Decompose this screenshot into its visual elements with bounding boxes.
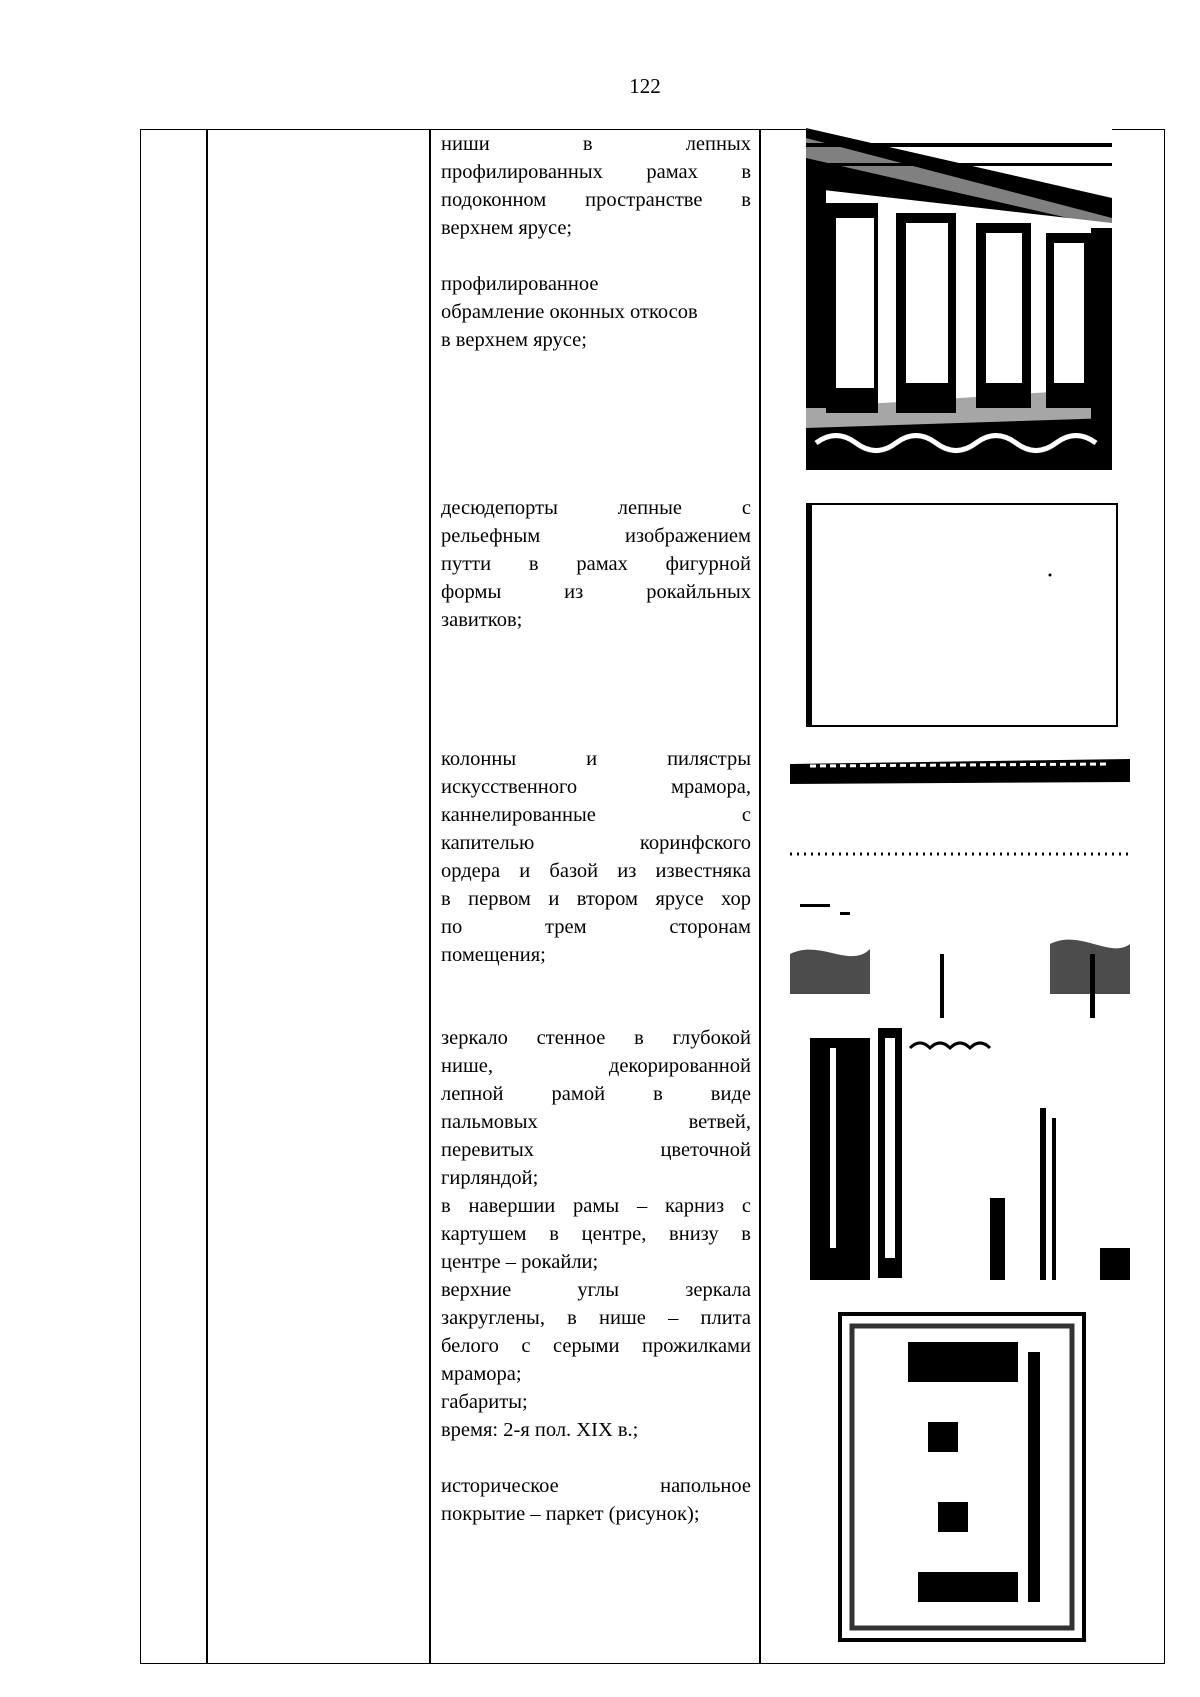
entry-line: по трем сторонам bbox=[441, 916, 751, 938]
entry-line: закруглены, в нише – плита bbox=[441, 1307, 751, 1329]
entry-line: зеркало стенное в глубокой bbox=[441, 1027, 751, 1049]
entry-line: формы из рокайльных bbox=[441, 581, 751, 603]
entry-line: капителью коринфского bbox=[441, 832, 751, 854]
entry-overdoors bbox=[441, 494, 751, 634]
entry-line: десюдепорты лепные с bbox=[441, 497, 751, 519]
entry-line: верхние углы зеркала bbox=[441, 1279, 751, 1301]
mirror-frame-photo-icon bbox=[838, 1312, 1086, 1642]
entry-line: нише, декорированной bbox=[441, 1055, 751, 1077]
entry-mirror bbox=[441, 1024, 751, 1444]
entry-line: обрамление оконных откосов bbox=[441, 301, 698, 323]
entry-line: габариты; bbox=[441, 1391, 528, 1413]
entry-line: пальмовых ветвей, bbox=[441, 1111, 751, 1133]
entry-line: рельефным изображением bbox=[441, 525, 751, 547]
entry-line: центре – рокайли; bbox=[441, 1251, 599, 1273]
entry-line: мрамора; bbox=[441, 1363, 522, 1385]
entry-line: белого с серыми прожилками bbox=[441, 1335, 751, 1357]
window-interior-photo-icon bbox=[806, 128, 1112, 470]
entry-line: в первом и втором ярусе хор bbox=[441, 888, 751, 910]
entry-line: картушем в центре, внизу в bbox=[441, 1223, 751, 1245]
entry-parquet bbox=[441, 1472, 751, 1528]
entry-niches bbox=[441, 130, 751, 242]
entry-line: искусственного мрамора, bbox=[441, 776, 751, 798]
overdoor-blank-photo-icon bbox=[806, 503, 1118, 727]
entry-line: ордера и базой из известняка bbox=[441, 860, 751, 882]
entry-line: завитков; bbox=[441, 609, 523, 631]
entry-line: в навершии рамы – карниз с bbox=[441, 1195, 751, 1217]
columns-photo-icon bbox=[790, 754, 1130, 1038]
entry-line: лепной рамой в виде bbox=[441, 1083, 751, 1105]
mirror-niche-photo-icon bbox=[790, 1018, 1130, 1280]
entry-line: подоконном пространстве в bbox=[441, 189, 751, 211]
column-divider-2 bbox=[429, 129, 431, 1664]
entry-line: колонны и пилястры bbox=[441, 748, 751, 770]
entry-line: профилированное bbox=[441, 273, 599, 295]
entry-line: гирляндой; bbox=[441, 1167, 539, 1189]
entry-line: путти в рамах фигурной bbox=[441, 553, 751, 575]
entry-line: помещения; bbox=[441, 944, 546, 966]
entry-line: ниши в лепных bbox=[441, 133, 751, 155]
entry-line: верхнем ярусе; bbox=[441, 217, 573, 239]
entry-line: профилированных рамах в bbox=[441, 161, 751, 183]
column-divider-1 bbox=[206, 129, 208, 1664]
entry-columns bbox=[441, 745, 751, 969]
entry-line: время: 2-я пол. XIX в.; bbox=[441, 1419, 639, 1441]
entry-line: перевитых цветочной bbox=[441, 1139, 751, 1161]
entry-window-frame bbox=[441, 270, 751, 354]
entry-line: покрытие – паркет (рисунок); bbox=[441, 1503, 700, 1525]
page-number: 122 bbox=[629, 74, 661, 98]
entry-line: каннелированные с bbox=[441, 804, 751, 826]
column-divider-3 bbox=[759, 129, 761, 1664]
entry-line: в верхнем ярусе; bbox=[441, 329, 587, 351]
entry-line: историческое напольное bbox=[441, 1475, 751, 1497]
